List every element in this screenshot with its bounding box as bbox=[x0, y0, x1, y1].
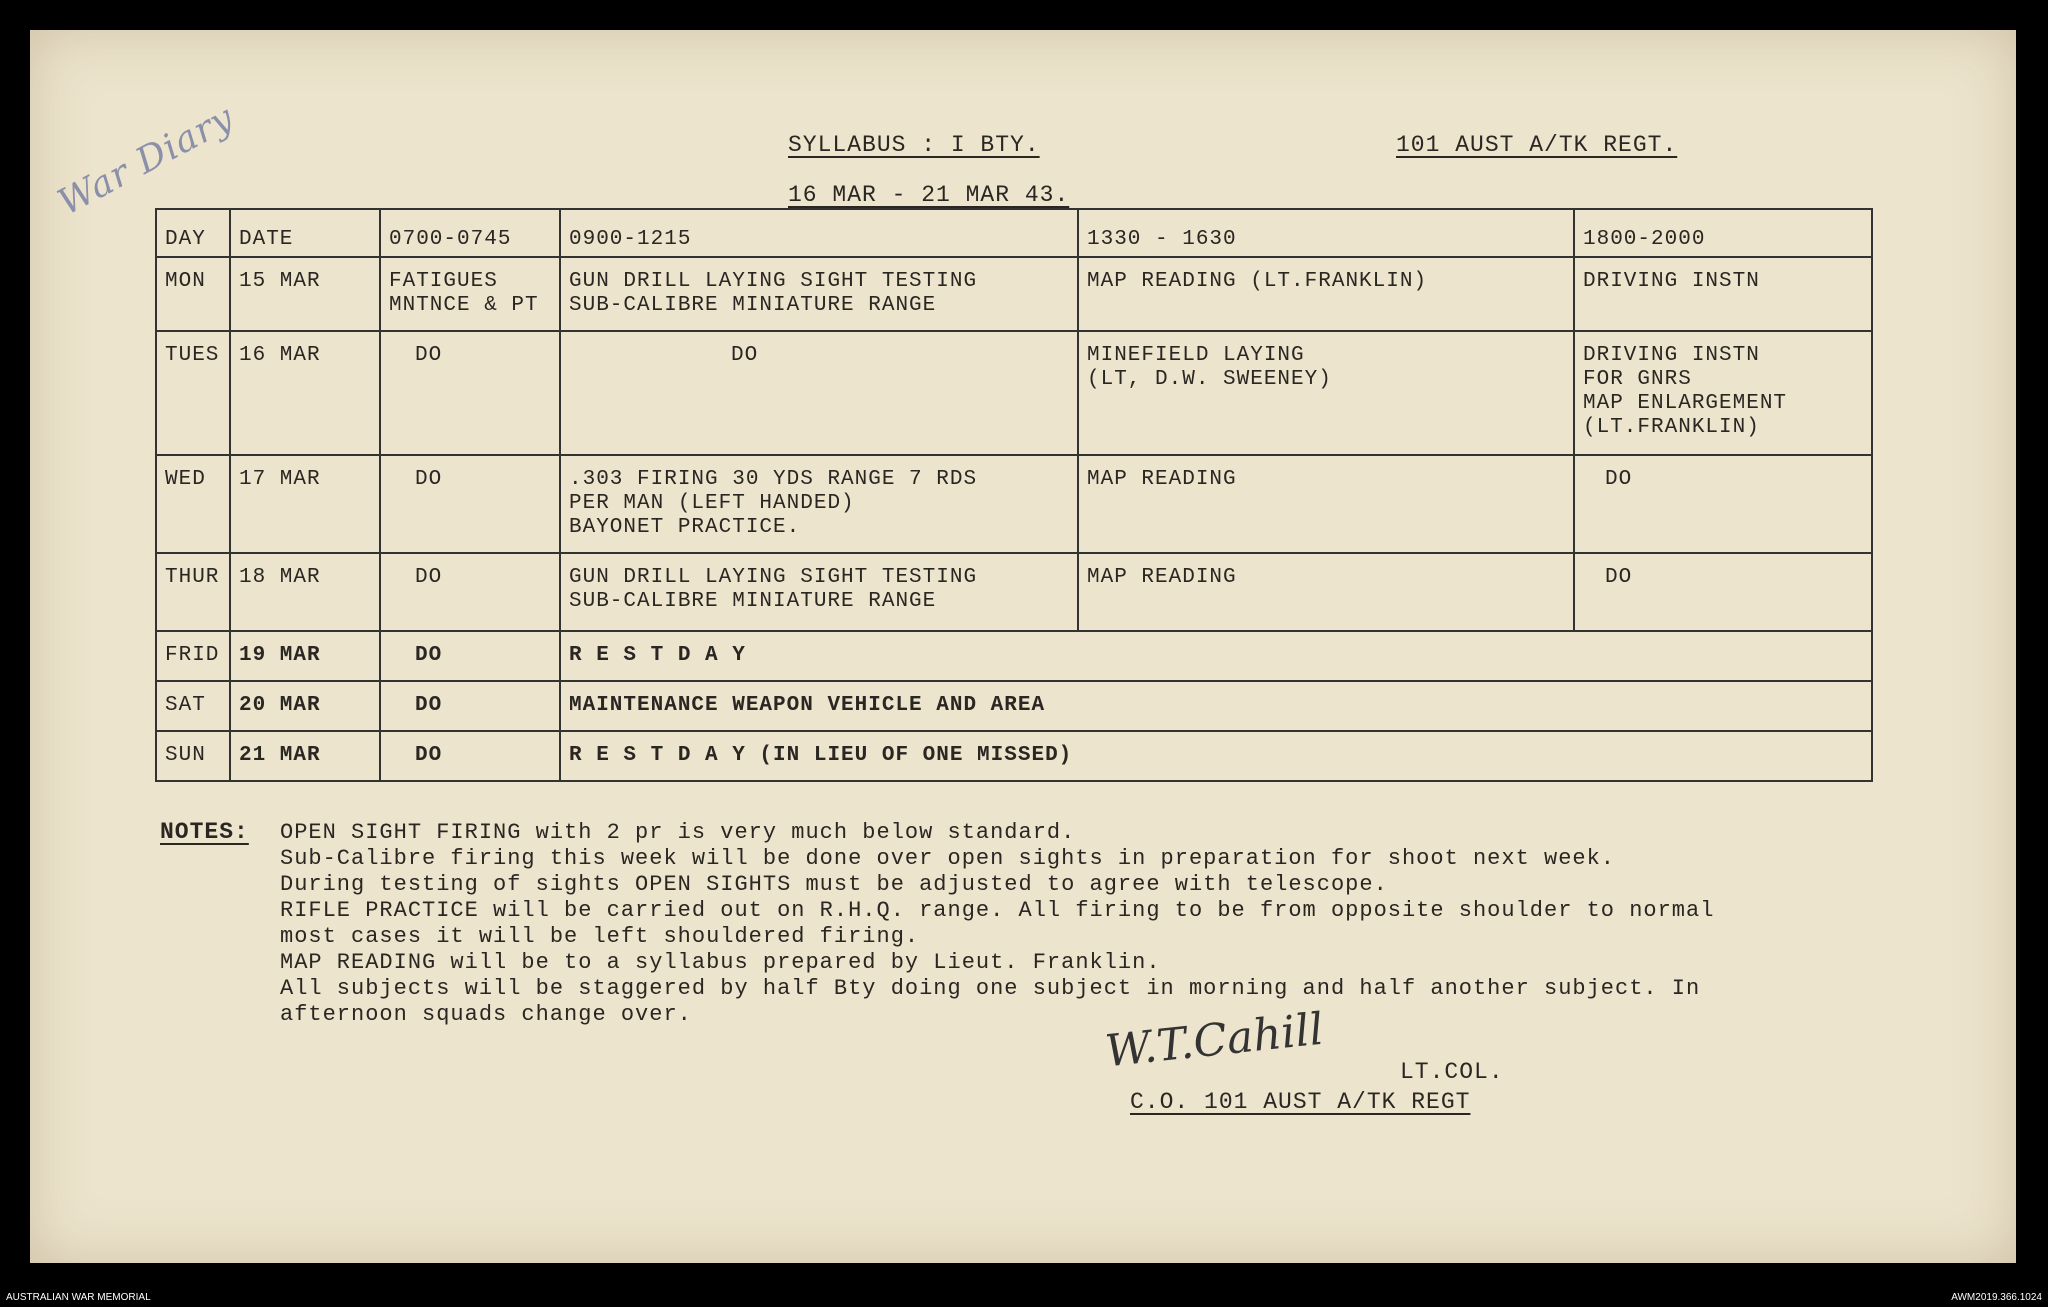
table-cell: GUN DRILL LAYING SIGHT TESTING SUB-CALIBRE MINIATURE RANGE bbox=[560, 553, 1078, 631]
table-cell: DO bbox=[1574, 455, 1872, 553]
signature-rank: LT.COL. bbox=[1400, 1059, 1504, 1085]
table-cell: DO bbox=[380, 331, 560, 455]
table-cell: DO bbox=[380, 731, 560, 781]
table-cell: FRID bbox=[156, 631, 230, 681]
table-cell: WED bbox=[156, 455, 230, 553]
table-cell: R E S T D A Y (IN LIEU OF ONE MISSED) bbox=[560, 731, 1872, 781]
table-cell: DRIVING INSTN FOR GNRS MAP ENLARGEMENT (LT.FRANKLIN) bbox=[1574, 331, 1872, 455]
column-header: 1800-2000 bbox=[1574, 209, 1872, 257]
table-cell: MAP READING bbox=[1078, 455, 1574, 553]
signature-title: C.O. 101 AUST A/TK REGT bbox=[1130, 1089, 1471, 1115]
table-cell: R E S T D A Y bbox=[560, 631, 1872, 681]
notes-block bbox=[280, 820, 1714, 1028]
table-cell: THUR bbox=[156, 553, 230, 631]
note-line: During testing of sights OPEN SIGHTS must be adjusted to agree with telescope. bbox=[280, 872, 1388, 897]
note-line: RIFLE PRACTICE will be carried out on R.H.Q. range. All firing to be from opposite shoulder to normal bbox=[280, 898, 1715, 923]
table-row bbox=[156, 331, 1872, 455]
table-cell: DRIVING INSTN bbox=[1574, 257, 1872, 331]
table-cell: 16 MAR bbox=[230, 331, 380, 455]
note-line: most cases it will be left shouldered firing. bbox=[280, 924, 920, 949]
table-cell: DO bbox=[380, 455, 560, 553]
table-header-row bbox=[156, 209, 1872, 257]
table-cell: SAT bbox=[156, 681, 230, 731]
note-line: OPEN SIGHT FIRING with 2 pr is very much below standard. bbox=[280, 820, 1076, 845]
column-header: DAY bbox=[156, 209, 230, 257]
table-cell: DO bbox=[380, 631, 560, 681]
handwritten-signature: W.T.Cahill bbox=[1102, 1003, 1326, 1078]
table-row bbox=[156, 455, 1872, 553]
table-cell: DO bbox=[1574, 553, 1872, 631]
table-cell: GUN DRILL LAYING SIGHT TESTING SUB-CALIBRE MINIATURE RANGE bbox=[560, 257, 1078, 331]
column-header: DATE bbox=[230, 209, 380, 257]
column-header: 0900-1215 bbox=[560, 209, 1078, 257]
column-header: 0700-0745 bbox=[380, 209, 560, 257]
note-line: MAP READING will be to a syllabus prepared by Lieut. Franklin. bbox=[280, 950, 1161, 975]
date-range: 16 MAR - 21 MAR 43. bbox=[788, 182, 1070, 208]
syllabus-table bbox=[155, 208, 1873, 782]
table-cell: MINEFIELD LAYING (LT, D.W. SWEENEY) bbox=[1078, 331, 1574, 455]
margin-annotation: War Diary bbox=[51, 97, 241, 224]
note-line: afternoon squads change over. bbox=[280, 1002, 692, 1027]
footer-accession-number: AWM2019.366.1024 bbox=[1951, 1292, 2042, 1303]
footer-archive-name: AUSTRALIAN WAR MEMORIAL bbox=[6, 1292, 151, 1303]
table-cell: MAINTENANCE WEAPON VEHICLE AND AREA bbox=[560, 681, 1872, 731]
table-cell: 20 MAR bbox=[230, 681, 380, 731]
table-cell: MAP READING (LT.FRANKLIN) bbox=[1078, 257, 1574, 331]
table-cell: TUES bbox=[156, 331, 230, 455]
table-cell: 21 MAR bbox=[230, 731, 380, 781]
table-row bbox=[156, 631, 1872, 681]
table-row bbox=[156, 681, 1872, 731]
table-cell: SUN bbox=[156, 731, 230, 781]
table-cell: MON bbox=[156, 257, 230, 331]
table-cell: 18 MAR bbox=[230, 553, 380, 631]
table-cell: 17 MAR bbox=[230, 455, 380, 553]
column-header: 1330 - 1630 bbox=[1078, 209, 1574, 257]
table-row bbox=[156, 257, 1872, 331]
table-cell: DO bbox=[380, 681, 560, 731]
note-line: All subjects will be staggered by half Bty doing one subject in morning and half another subject. In bbox=[280, 976, 1701, 1001]
table-cell: .303 FIRING 30 YDS RANGE 7 RDS PER MAN (LEFT HANDED) BAYONET PRACTICE. bbox=[560, 455, 1078, 553]
table-cell: DO bbox=[380, 553, 560, 631]
table-cell: 19 MAR bbox=[230, 631, 380, 681]
syllabus-heading: SYLLABUS : I BTY. bbox=[788, 132, 1040, 158]
table-cell: DO bbox=[560, 331, 1078, 455]
table-cell: 15 MAR bbox=[230, 257, 380, 331]
table-row bbox=[156, 731, 1872, 781]
note-line: Sub-Calibre firing this week will be done over open sights in preparation for shoot next week. bbox=[280, 846, 1616, 871]
regiment-heading: 101 AUST A/TK REGT. bbox=[1396, 132, 1678, 158]
table-row bbox=[156, 553, 1872, 631]
table-cell: FATIGUES MNTNCE & PT bbox=[380, 257, 560, 331]
table-cell: MAP READING bbox=[1078, 553, 1574, 631]
notes-label: NOTES: bbox=[160, 819, 249, 845]
